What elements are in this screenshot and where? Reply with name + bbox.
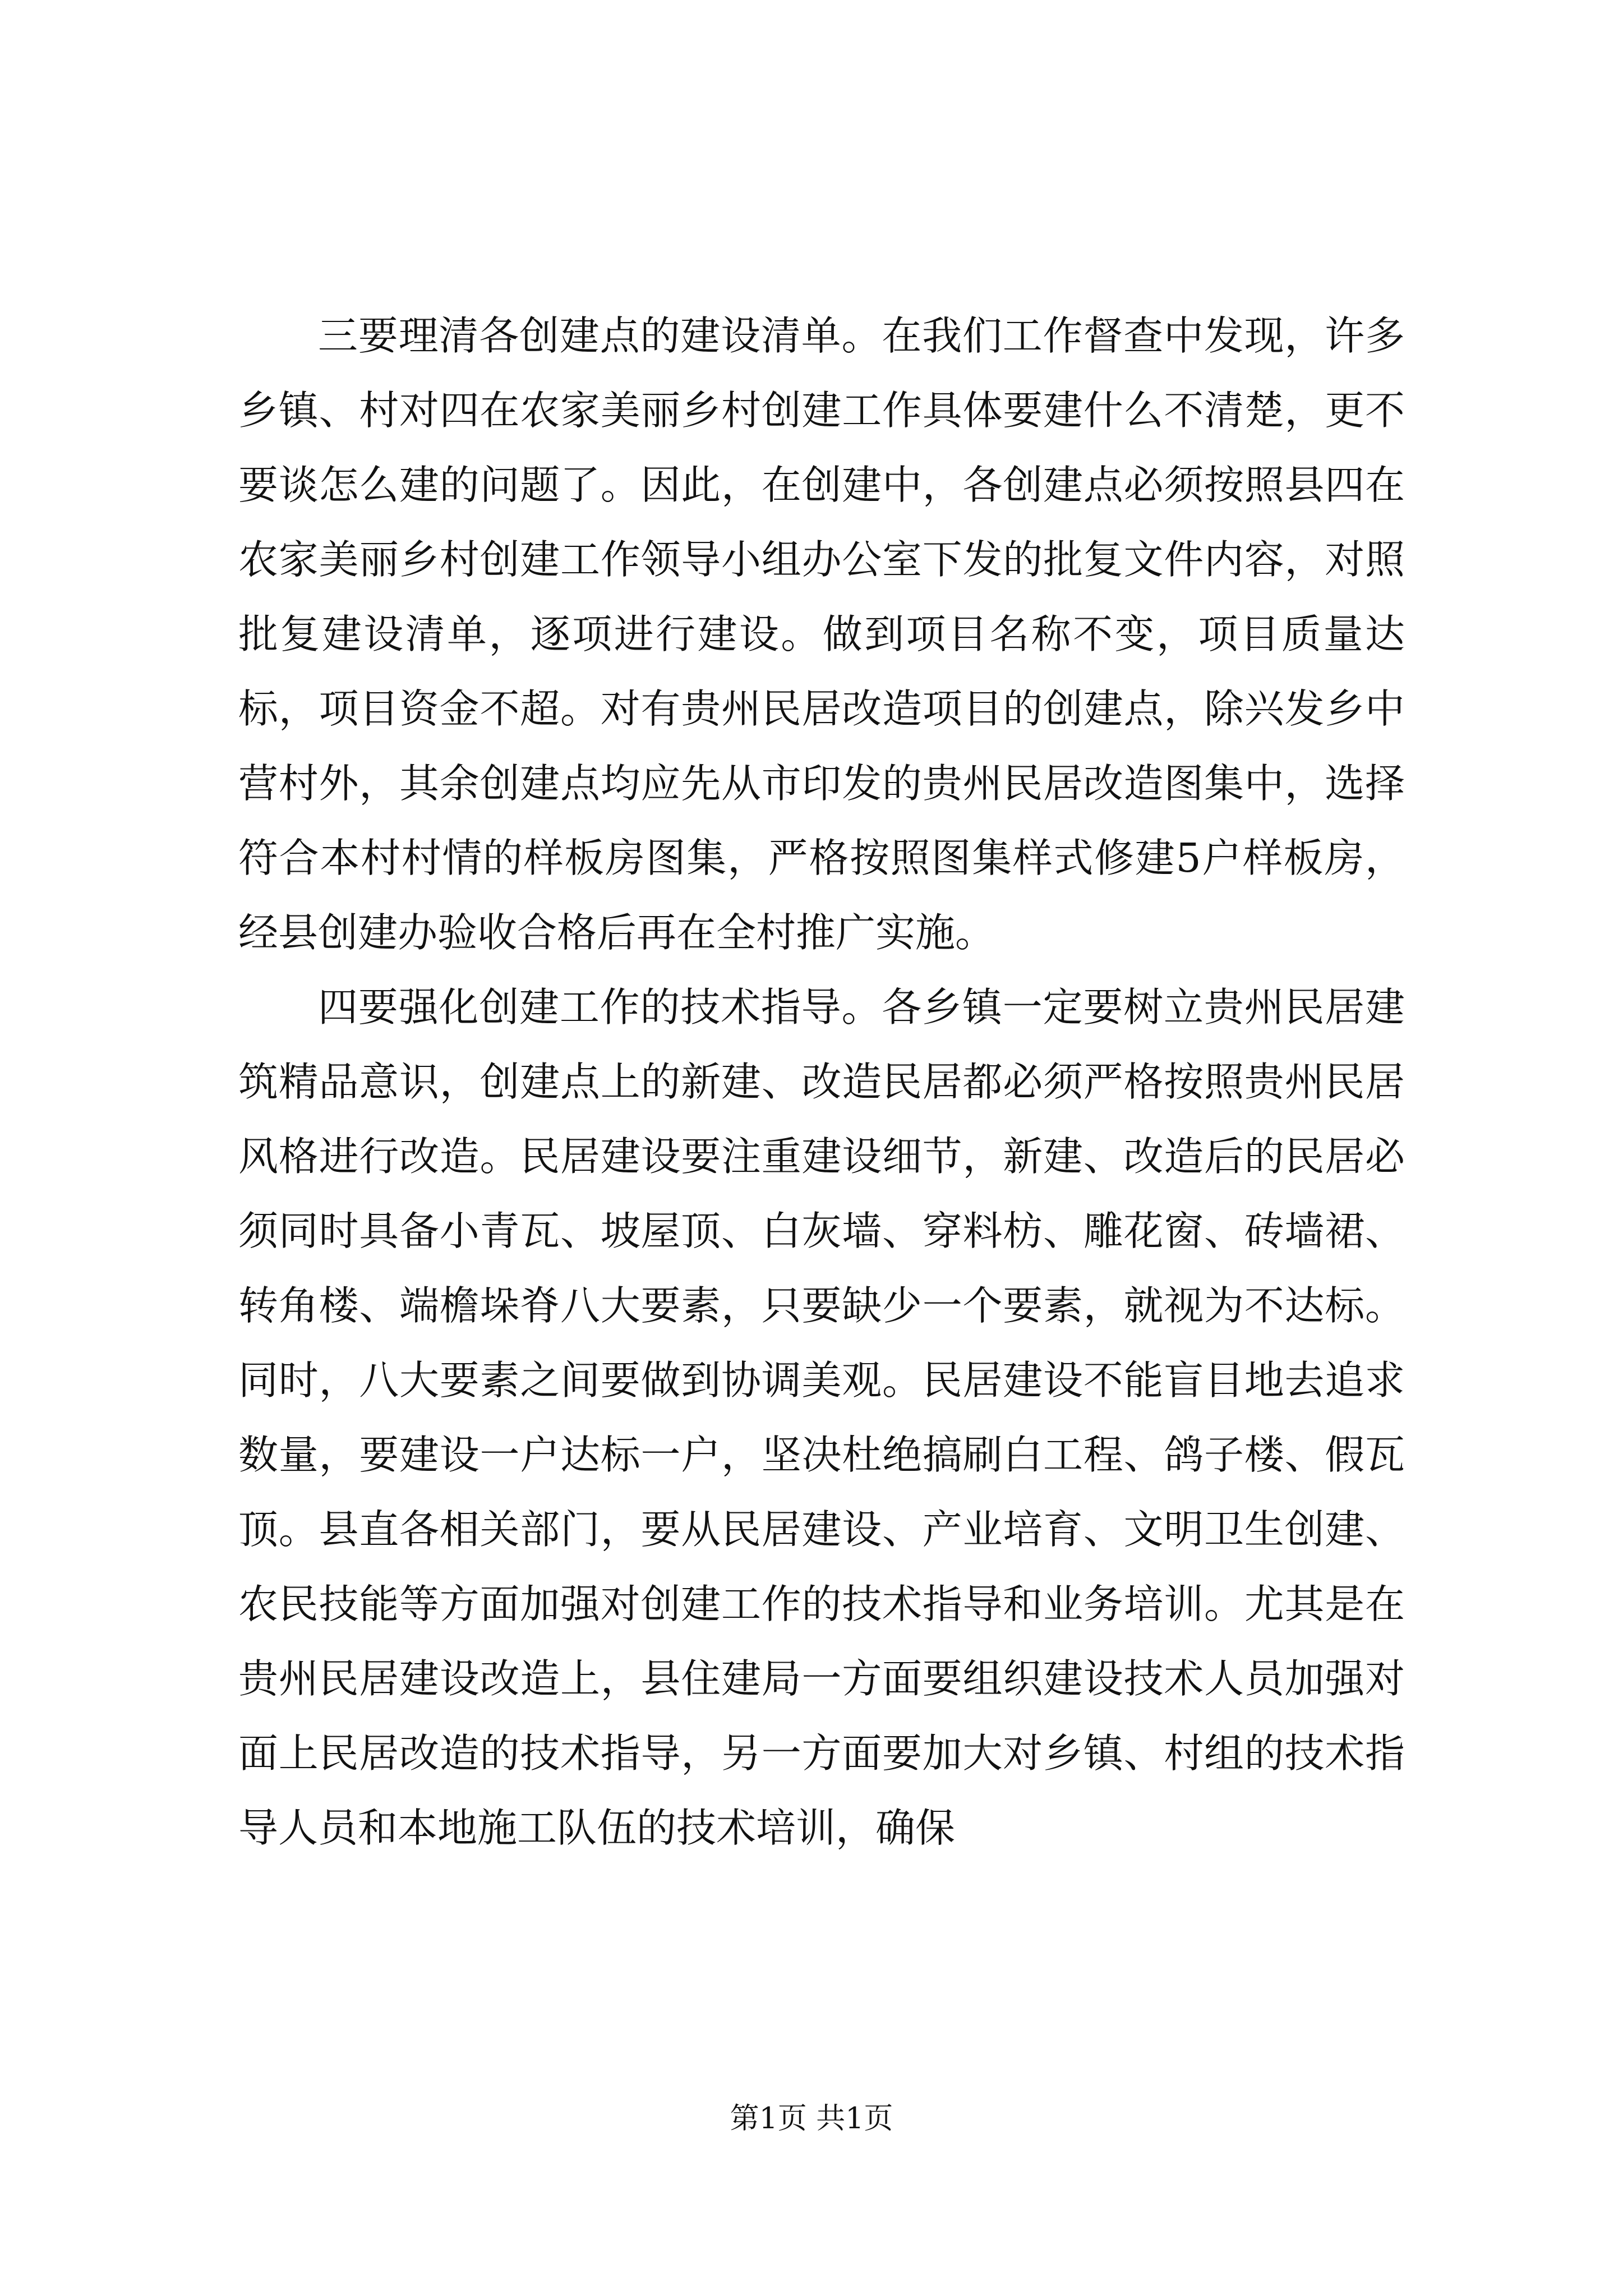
paragraph-2: 四要强化创建工作的技术指导。各乡镇一定要树立贵州民居建筑精品意识，创建点上的新建、改造民居都必须严格按照贵州民居风格进行改造。民居建设要注重建设细节，新建、改造后的民居必须同时具备小青瓦、坡屋顶、白灰墙、穿料枋、雕花窗、砖墙裙、转角楼、端檐垛脊八大要素，只要缺少一个要素，就视为不达标。同时，八大要素之间要做到协调美观。民居建设不能盲目地去追求数量，要建设一户达标一户，坚决杜绝搞刷白工程、鸽子楼、假瓦顶。县直各相关部门，要从民居建设、产业培育、文明卫生创建、农民技能等方面加强对创建工作的技术指导和业务培训。尤其是在贵州民居建设改造上，县住建局一方面要组织建设技术人员加强对面上民居改造的技术指导，另一方面要加大对乡镇、村组的技术指导人员和本地施工队伍的技术培训，确保 (238, 984, 1405, 1851)
page-number-footer: 第1页 共1页 (730, 2102, 893, 2136)
paragraph-1: 三要理清各创建点的建设清单。在我们工作督查中发现，许多乡镇、村对四在农家美丽乡村创建工作具体要建什么不清楚，更不要谈怎么建的问题了。因此，在创建中，各创建点必须按照县四在农家美丽乡村创建工作领导小组办公室下发的批复文件内容，对照批复建设清单，逐项进行建设。做到项目名称不变，项目质量达标，项目资金不超。对有贵州民居改造项目的创建点，除兴发乡中营村外，其余创建点均应先从市印发的贵州民居改造图集中，选择符合本村村情的样板房图集，严格按照图集样式修建5户样板房，经县创建办验收合格后再在全村推广实施。 (238, 312, 1405, 956)
document-body (238, 298, 1405, 1865)
